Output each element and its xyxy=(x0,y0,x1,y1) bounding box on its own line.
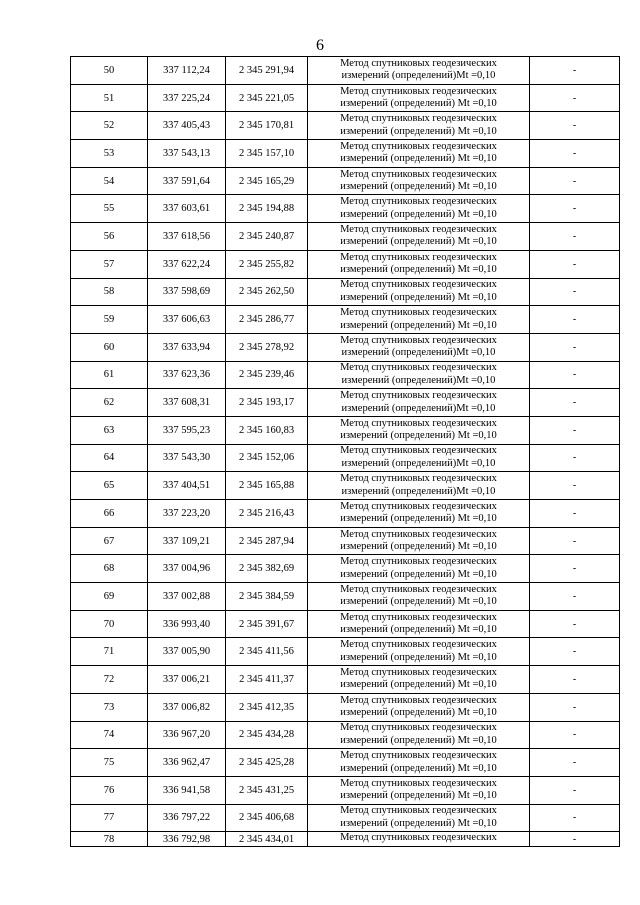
method-line-2: измерений (определений) Mt =0,10 xyxy=(340,319,497,331)
point-number: 53 xyxy=(71,140,148,168)
coordinate-x: 337 606,63 xyxy=(148,306,226,334)
point-number: 70 xyxy=(71,610,148,638)
coordinate-x: 337 603,61 xyxy=(148,195,226,223)
coordinate-x: 337 543,30 xyxy=(148,444,226,472)
method-line-1: Метод спутниковых геодезических xyxy=(340,85,497,97)
accuracy-dash: - xyxy=(530,361,620,389)
method-line-2: измерений (определений) Mt =0,10 xyxy=(340,624,497,636)
method-line-2: измерений (определений) Mt =0,10 xyxy=(340,181,497,193)
method-line-1: Метод спутниковых геодезических xyxy=(340,722,497,734)
method-line-1: Метод спутниковых геодезических xyxy=(340,639,497,651)
method-cell xyxy=(308,472,530,500)
method-line-2: измерений (определений)Mt =0,10 xyxy=(341,457,496,469)
method-line-2: измерений (определений) Mt =0,10 xyxy=(340,651,497,663)
point-number: 61 xyxy=(71,361,148,389)
table-row-last xyxy=(71,832,620,847)
coordinate-x: 337 623,36 xyxy=(148,361,226,389)
coordinate-y: 2 345 287,94 xyxy=(226,527,308,555)
point-number: 51 xyxy=(71,84,148,112)
table-row xyxy=(71,749,620,777)
coordinate-x: 336 993,40 xyxy=(148,610,226,638)
point-number: 66 xyxy=(71,500,148,528)
point-number: 76 xyxy=(71,776,148,804)
coordinate-y: 2 345 425,28 xyxy=(226,749,308,777)
coordinate-x: 337 618,56 xyxy=(148,223,226,251)
point-number: 59 xyxy=(71,306,148,334)
table-row xyxy=(71,167,620,195)
coordinate-x: 336 967,20 xyxy=(148,721,226,749)
point-number: 74 xyxy=(71,721,148,749)
method-line-2: измерений (определений) Mt =0,10 xyxy=(340,541,497,553)
point-number: 78 xyxy=(71,832,148,847)
table-row xyxy=(71,389,620,417)
coordinate-y: 2 345 255,82 xyxy=(226,250,308,278)
accuracy-dash: - xyxy=(530,57,620,85)
coordinate-y: 2 345 278,92 xyxy=(226,333,308,361)
coordinate-y: 2 345 411,56 xyxy=(226,638,308,666)
accuracy-dash: - xyxy=(530,306,620,334)
method-line-2: измерений (определений) Mt =0,10 xyxy=(340,762,497,774)
method-line-1: Метод спутниковых геодезических xyxy=(340,168,497,180)
accuracy-dash: - xyxy=(530,278,620,306)
method-cell xyxy=(308,278,530,306)
method-cell xyxy=(308,527,530,555)
method-cell xyxy=(308,416,530,444)
method-cell xyxy=(308,610,530,638)
accuracy-dash: - xyxy=(530,112,620,140)
table-row xyxy=(71,361,620,389)
accuracy-dash: - xyxy=(530,444,620,472)
coordinate-y: 2 345 412,35 xyxy=(226,693,308,721)
coordinate-y: 2 345 165,88 xyxy=(226,472,308,500)
accuracy-dash: - xyxy=(530,583,620,611)
table-row xyxy=(71,84,620,112)
point-number: 63 xyxy=(71,416,148,444)
accuracy-dash: - xyxy=(530,804,620,832)
method-line-1: Метод спутниковых геодезических xyxy=(340,611,497,623)
page-number: 6 xyxy=(316,37,324,54)
method-cell xyxy=(308,804,530,832)
method-line-1: Метод спутниковых геодезических xyxy=(340,528,497,540)
accuracy-dash: - xyxy=(530,693,620,721)
coordinate-y: 2 345 286,77 xyxy=(226,306,308,334)
point-number: 64 xyxy=(71,444,148,472)
method-cell xyxy=(308,195,530,223)
table-row xyxy=(71,472,620,500)
coordinate-x: 337 225,24 xyxy=(148,84,226,112)
coordinate-x: 337 112,24 xyxy=(148,57,226,85)
method-line-2: измерений (определений) Mt =0,10 xyxy=(340,236,497,248)
method-cell xyxy=(308,140,530,168)
table-row xyxy=(71,306,620,334)
method-line-2: измерений (определений) Mt =0,10 xyxy=(340,790,497,802)
point-number: 77 xyxy=(71,804,148,832)
table-row xyxy=(71,555,620,583)
coordinate-y: 2 345 382,69 xyxy=(226,555,308,583)
method-line-2: измерений (определений) Mt =0,10 xyxy=(340,817,497,829)
table-row xyxy=(71,804,620,832)
table-row xyxy=(71,195,620,223)
coordinates-table-body xyxy=(71,57,620,847)
method-cell xyxy=(308,500,530,528)
accuracy-dash: - xyxy=(530,832,620,847)
point-number: 69 xyxy=(71,583,148,611)
table-row xyxy=(71,693,620,721)
method-line-1: Метод спутниковых геодезических xyxy=(340,251,497,263)
method-cell xyxy=(308,361,530,389)
coordinate-y: 2 345 384,59 xyxy=(226,583,308,611)
point-number: 57 xyxy=(71,250,148,278)
table-row xyxy=(71,527,620,555)
coordinate-x: 336 941,58 xyxy=(148,776,226,804)
accuracy-dash: - xyxy=(530,500,620,528)
accuracy-dash: - xyxy=(530,333,620,361)
method-line-1: Метод спутниковых геодезических xyxy=(340,666,497,678)
coordinate-y: 2 345 194,88 xyxy=(226,195,308,223)
point-number: 50 xyxy=(71,57,148,85)
table-row xyxy=(71,416,620,444)
method-line-2: измерений (определений) Mt =0,10 xyxy=(340,153,497,165)
method-line-1: Метод спутниковых геодезических xyxy=(340,334,497,346)
coordinate-x: 337 005,90 xyxy=(148,638,226,666)
method-line-1: Метод спутниковых геодезических xyxy=(340,417,497,429)
method-line-2: измерений (определений) Mt =0,10 xyxy=(340,734,497,746)
method-line-1: Метод спутниковых геодезических xyxy=(340,777,497,789)
method-line-1: Метод спутниковых геодезических xyxy=(340,307,497,319)
method-line-2: измерений (определений) Mt =0,10 xyxy=(340,125,497,137)
method-line-2: измерений (определений)Mt =0,10 xyxy=(341,374,496,386)
method-line-2: измерений (определений)Mt =0,10 xyxy=(341,485,496,497)
method-line-2: измерений (определений)Mt =0,10 xyxy=(341,402,496,414)
method-line-2: измерений (определений)Mt =0,10 xyxy=(341,70,496,82)
method-line-2: измерений (определений) Mt =0,10 xyxy=(340,291,497,303)
accuracy-dash: - xyxy=(530,776,620,804)
table-row xyxy=(71,57,620,85)
method-line-1: Метод спутниковых геодезических xyxy=(340,473,497,485)
method-cell xyxy=(308,333,530,361)
method-line-2: измерений (определений) Mt =0,10 xyxy=(340,208,497,220)
method-line-1: Метод спутниковых геодезических xyxy=(340,57,497,69)
table-row xyxy=(71,583,620,611)
table-row xyxy=(71,721,620,749)
coordinate-y: 2 345 221,05 xyxy=(226,84,308,112)
table-row xyxy=(71,666,620,694)
method-cell xyxy=(308,721,530,749)
method-line-2: измерений (определений) Mt =0,10 xyxy=(340,596,497,608)
method-line-1: Метод спутниковых геодезических xyxy=(340,140,497,152)
accuracy-dash: - xyxy=(530,140,620,168)
method-cell xyxy=(308,693,530,721)
coordinate-x: 337 004,96 xyxy=(148,555,226,583)
accuracy-dash: - xyxy=(530,555,620,583)
accuracy-dash: - xyxy=(530,610,620,638)
method-cell xyxy=(308,167,530,195)
method-line-1: Метод спутниковых геодезических xyxy=(340,583,497,595)
coordinate-x: 337 109,21 xyxy=(148,527,226,555)
method-line-1: Метод спутниковых геодезических xyxy=(340,390,497,402)
accuracy-dash: - xyxy=(530,666,620,694)
point-number: 67 xyxy=(71,527,148,555)
coordinate-y: 2 345 240,87 xyxy=(226,223,308,251)
method-cell xyxy=(308,444,530,472)
accuracy-dash: - xyxy=(530,527,620,555)
coordinate-x: 337 405,43 xyxy=(148,112,226,140)
accuracy-dash: - xyxy=(530,195,620,223)
coordinate-y: 2 345 165,29 xyxy=(226,167,308,195)
coordinate-y: 2 345 411,37 xyxy=(226,666,308,694)
coordinate-y: 2 345 239,46 xyxy=(226,361,308,389)
accuracy-dash: - xyxy=(530,167,620,195)
coordinate-x: 337 006,21 xyxy=(148,666,226,694)
method-cell xyxy=(308,666,530,694)
table-row xyxy=(71,500,620,528)
coordinate-x: 337 595,23 xyxy=(148,416,226,444)
method-line-1: Метод спутниковых геодезических xyxy=(340,362,497,374)
table-row xyxy=(71,112,620,140)
point-number: 56 xyxy=(71,223,148,251)
method-cell xyxy=(308,57,530,85)
method-cell xyxy=(308,832,530,847)
method-line-1: Метод спутниковых геодезических xyxy=(340,556,497,568)
method-line-2: измерений (определений) Mt =0,10 xyxy=(340,430,497,442)
coordinate-x: 337 006,82 xyxy=(148,693,226,721)
accuracy-dash: - xyxy=(530,223,620,251)
point-number: 65 xyxy=(71,472,148,500)
accuracy-dash: - xyxy=(530,721,620,749)
method-line-2: измерений (определений) Mt =0,10 xyxy=(340,98,497,110)
method-line-1: Метод спутниковых геодезических xyxy=(340,500,497,512)
method-line-2: измерений (определений)Mt =0,10 xyxy=(341,347,496,359)
accuracy-dash: - xyxy=(530,416,620,444)
point-number: 75 xyxy=(71,749,148,777)
point-number: 71 xyxy=(71,638,148,666)
method-line-1: Метод спутниковых геодезических xyxy=(340,832,497,844)
coordinate-x: 337 223,20 xyxy=(148,500,226,528)
coordinates-table xyxy=(70,56,620,847)
method-line-2: измерений (определений) Mt =0,10 xyxy=(340,679,497,691)
table-row xyxy=(71,776,620,804)
table-row xyxy=(71,444,620,472)
coordinate-x: 337 608,31 xyxy=(148,389,226,417)
accuracy-dash: - xyxy=(530,472,620,500)
point-number: 58 xyxy=(71,278,148,306)
method-cell xyxy=(308,749,530,777)
point-number: 72 xyxy=(71,666,148,694)
coordinate-x: 336 962,47 xyxy=(148,749,226,777)
coordinate-x: 337 598,69 xyxy=(148,278,226,306)
coordinate-x: 337 002,88 xyxy=(148,583,226,611)
method-line-2: измерений (определений) Mt =0,10 xyxy=(340,513,497,525)
accuracy-dash: - xyxy=(530,638,620,666)
table-row xyxy=(71,140,620,168)
method-cell xyxy=(308,112,530,140)
table-row xyxy=(71,278,620,306)
coordinate-y: 2 345 216,43 xyxy=(226,500,308,528)
coordinate-x: 337 543,13 xyxy=(148,140,226,168)
method-line-1: Метод спутниковых геодезических xyxy=(340,113,497,125)
table-row xyxy=(71,610,620,638)
table-row xyxy=(71,333,620,361)
point-number: 68 xyxy=(71,555,148,583)
coordinate-y: 2 345 262,50 xyxy=(226,278,308,306)
point-number: 54 xyxy=(71,167,148,195)
method-line-2: измерений (определений) Mt =0,10 xyxy=(340,264,497,276)
coordinate-y: 2 345 157,10 xyxy=(226,140,308,168)
coordinate-y: 2 345 434,01 xyxy=(226,832,308,847)
coordinate-x: 337 622,24 xyxy=(148,250,226,278)
point-number: 60 xyxy=(71,333,148,361)
coordinate-x: 337 591,64 xyxy=(148,167,226,195)
coordinate-y: 2 345 406,68 xyxy=(226,804,308,832)
method-cell xyxy=(308,306,530,334)
method-cell xyxy=(308,84,530,112)
method-cell xyxy=(308,638,530,666)
point-number: 73 xyxy=(71,693,148,721)
coordinate-y: 2 345 434,28 xyxy=(226,721,308,749)
method-line-1: Метод спутниковых геодезических xyxy=(340,750,497,762)
method-line-1: Метод спутниковых геодезических xyxy=(340,279,497,291)
method-cell xyxy=(308,223,530,251)
point-number: 55 xyxy=(71,195,148,223)
coordinate-y: 2 345 291,94 xyxy=(226,57,308,85)
method-line-1: Метод спутниковых геодезических xyxy=(340,805,497,817)
method-cell xyxy=(308,776,530,804)
coordinate-y: 2 345 431,25 xyxy=(226,776,308,804)
method-cell xyxy=(308,389,530,417)
coordinate-x: 337 633,94 xyxy=(148,333,226,361)
method-line-1: Метод спутниковых геодезических xyxy=(340,445,497,457)
method-line-1: Метод спутниковых геодезических xyxy=(340,196,497,208)
coordinate-y: 2 345 391,67 xyxy=(226,610,308,638)
method-cell xyxy=(308,583,530,611)
point-number: 62 xyxy=(71,389,148,417)
accuracy-dash: - xyxy=(530,250,620,278)
table-row xyxy=(71,250,620,278)
method-cell xyxy=(308,555,530,583)
point-number: 52 xyxy=(71,112,148,140)
accuracy-dash: - xyxy=(530,84,620,112)
method-line-1: Метод спутниковых геодезических xyxy=(340,223,497,235)
method-line-2: измерений (определений) Mt =0,10 xyxy=(340,568,497,580)
coordinate-x: 337 404,51 xyxy=(148,472,226,500)
method-line-1: Метод спутниковых геодезических xyxy=(340,694,497,706)
method-line-2: измерений (определений) Mt =0,10 xyxy=(340,707,497,719)
table-row xyxy=(71,223,620,251)
accuracy-dash: - xyxy=(530,749,620,777)
coordinate-y: 2 345 152,06 xyxy=(226,444,308,472)
coordinate-y: 2 345 170,81 xyxy=(226,112,308,140)
accuracy-dash: - xyxy=(530,389,620,417)
coordinate-y: 2 345 193,17 xyxy=(226,389,308,417)
coordinate-y: 2 345 160,83 xyxy=(226,416,308,444)
method-cell xyxy=(308,250,530,278)
coordinate-x: 336 792,98 xyxy=(148,832,226,847)
table-row xyxy=(71,638,620,666)
coordinate-x: 336 797,22 xyxy=(148,804,226,832)
